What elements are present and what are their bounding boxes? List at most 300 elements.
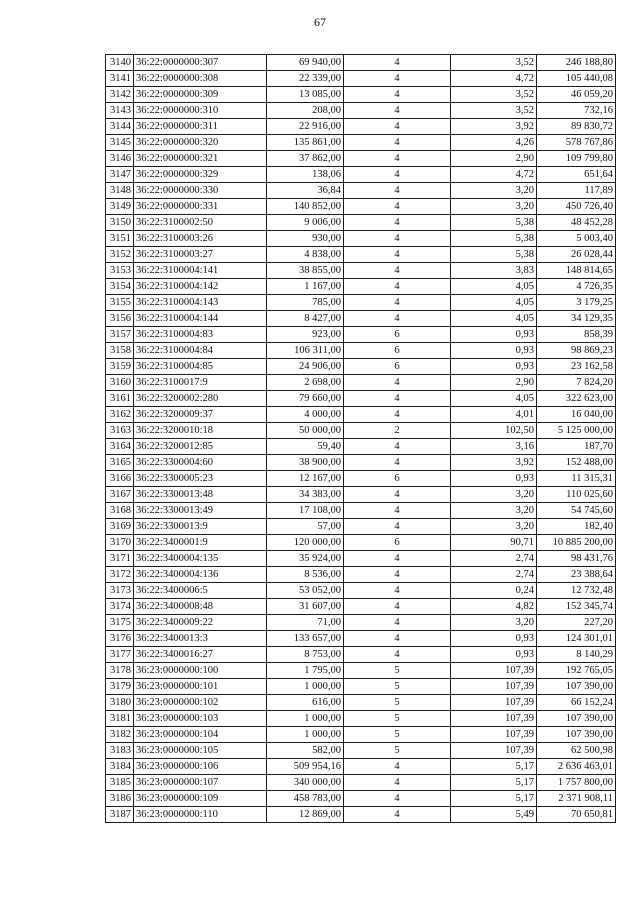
category-cell: 4	[344, 279, 451, 295]
table-row	[106, 711, 616, 727]
table-row	[106, 407, 616, 423]
area-cell: 31 607,00	[267, 599, 344, 615]
cadastral-number-cell: 36:22:3300004:60	[134, 455, 267, 471]
table-row	[106, 519, 616, 535]
area-cell: 13 085,00	[267, 87, 344, 103]
area-cell: 340 000,00	[267, 775, 344, 791]
table-row	[106, 183, 616, 199]
cadastral-number-cell: 36:22:3400008:48	[134, 599, 267, 615]
area-cell: 1 000,00	[267, 679, 344, 695]
value-cell: 450 726,40	[537, 199, 616, 215]
cadastral-number-cell: 36:22:3300013:48	[134, 487, 267, 503]
row-number-cell: 3161	[106, 391, 134, 407]
category-cell: 4	[344, 183, 451, 199]
row-number-cell: 3166	[106, 471, 134, 487]
table-row	[106, 807, 616, 823]
row-number-cell: 3154	[106, 279, 134, 295]
category-cell: 4	[344, 519, 451, 535]
area-cell: 69 940,00	[267, 55, 344, 71]
area-cell: 57,00	[267, 519, 344, 535]
rate-cell: 5,49	[451, 807, 537, 823]
cadastral-number-cell: 36:22:0000000:321	[134, 151, 267, 167]
category-cell: 4	[344, 759, 451, 775]
category-cell: 4	[344, 599, 451, 615]
category-cell: 4	[344, 87, 451, 103]
area-cell: 36,84	[267, 183, 344, 199]
rate-cell: 5,17	[451, 791, 537, 807]
rate-cell: 90,71	[451, 535, 537, 551]
value-cell: 26 028,44	[537, 247, 616, 263]
value-cell: 322 623,00	[537, 391, 616, 407]
row-number-cell: 3148	[106, 183, 134, 199]
area-cell: 120 000,00	[267, 535, 344, 551]
row-number-cell: 3180	[106, 695, 134, 711]
value-cell: 62 500,98	[537, 743, 616, 759]
category-cell: 5	[344, 727, 451, 743]
category-cell: 4	[344, 247, 451, 263]
area-cell: 106 311,00	[267, 343, 344, 359]
row-number-cell: 3155	[106, 295, 134, 311]
area-cell: 79 660,00	[267, 391, 344, 407]
value-cell: 2 636 463,01	[537, 759, 616, 775]
category-cell: 4	[344, 199, 451, 215]
cadastral-number-cell: 36:23:0000000:107	[134, 775, 267, 791]
cadastral-number-cell: 36:22:3400013:3	[134, 631, 267, 647]
area-cell: 8 753,00	[267, 647, 344, 663]
rate-cell: 4,01	[451, 407, 537, 423]
category-cell: 4	[344, 263, 451, 279]
category-cell: 4	[344, 71, 451, 87]
row-number-cell: 3170	[106, 535, 134, 551]
rate-cell: 3,92	[451, 455, 537, 471]
table-row	[106, 231, 616, 247]
area-cell: 12 869,00	[267, 807, 344, 823]
rate-cell: 3,52	[451, 103, 537, 119]
cadastral-number-cell: 36:22:3300013:9	[134, 519, 267, 535]
cadastral-number-cell: 36:22:3100017:9	[134, 375, 267, 391]
cadastral-number-cell: 36:22:3100004:143	[134, 295, 267, 311]
value-cell: 34 129,35	[537, 311, 616, 327]
value-cell: 70 650,81	[537, 807, 616, 823]
cadastral-number-cell: 36:22:0000000:309	[134, 87, 267, 103]
category-cell: 4	[344, 407, 451, 423]
value-cell: 192 765,05	[537, 663, 616, 679]
table-row	[106, 759, 616, 775]
row-number-cell: 3172	[106, 567, 134, 583]
table-row	[106, 135, 616, 151]
table-body	[106, 55, 616, 823]
row-number-cell: 3156	[106, 311, 134, 327]
value-cell: 148 814,65	[537, 263, 616, 279]
row-number-cell: 3169	[106, 519, 134, 535]
rate-cell: 107,39	[451, 679, 537, 695]
table-row	[106, 743, 616, 759]
value-cell: 98 431,76	[537, 551, 616, 567]
category-cell: 5	[344, 663, 451, 679]
table-row	[106, 487, 616, 503]
cadastral-number-cell: 36:23:0000000:104	[134, 727, 267, 743]
row-number-cell: 3187	[106, 807, 134, 823]
value-cell: 10 885 200,00	[537, 535, 616, 551]
area-cell: 923,00	[267, 327, 344, 343]
table-row	[106, 327, 616, 343]
cadastral-number-cell: 36:23:0000000:105	[134, 743, 267, 759]
category-cell: 4	[344, 551, 451, 567]
rate-cell: 107,39	[451, 743, 537, 759]
cadastral-number-cell: 36:22:3200009:37	[134, 407, 267, 423]
table-row	[106, 279, 616, 295]
rate-cell: 3,92	[451, 119, 537, 135]
category-cell: 2	[344, 423, 451, 439]
row-number-cell: 3167	[106, 487, 134, 503]
rate-cell: 107,39	[451, 727, 537, 743]
cadastral-number-cell: 36:22:3100003:27	[134, 247, 267, 263]
rate-cell: 2,74	[451, 567, 537, 583]
category-cell: 4	[344, 807, 451, 823]
category-cell: 5	[344, 679, 451, 695]
area-cell: 59,40	[267, 439, 344, 455]
cadastral-number-cell: 36:22:3400001:9	[134, 535, 267, 551]
table-row	[106, 311, 616, 327]
value-cell: 5 125 000,00	[537, 423, 616, 439]
category-cell: 4	[344, 567, 451, 583]
row-number-cell: 3157	[106, 327, 134, 343]
value-cell: 23 162,58	[537, 359, 616, 375]
value-cell: 651,64	[537, 167, 616, 183]
row-number-cell: 3151	[106, 231, 134, 247]
row-number-cell: 3168	[106, 503, 134, 519]
row-number-cell: 3185	[106, 775, 134, 791]
cadastral-number-cell: 36:22:3100002:50	[134, 215, 267, 231]
area-cell: 71,00	[267, 615, 344, 631]
area-cell: 34 383,00	[267, 487, 344, 503]
category-cell: 4	[344, 151, 451, 167]
rate-cell: 4,72	[451, 71, 537, 87]
value-cell: 5 003,40	[537, 231, 616, 247]
cadastral-number-cell: 36:22:0000000:307	[134, 55, 267, 71]
area-cell: 1 795,00	[267, 663, 344, 679]
table-row	[106, 119, 616, 135]
cadastral-number-cell: 36:22:3400006:5	[134, 583, 267, 599]
rate-cell: 3,20	[451, 183, 537, 199]
cadastral-number-cell: 36:22:3100004:83	[134, 327, 267, 343]
cadastral-number-cell: 36:22:3400004:136	[134, 567, 267, 583]
category-cell: 6	[344, 471, 451, 487]
rate-cell: 0,93	[451, 327, 537, 343]
value-cell: 16 040,00	[537, 407, 616, 423]
table-row	[106, 439, 616, 455]
category-cell: 4	[344, 647, 451, 663]
category-cell: 4	[344, 55, 451, 71]
cadastral-number-cell: 36:22:3200010:18	[134, 423, 267, 439]
area-cell: 1 167,00	[267, 279, 344, 295]
category-cell: 4	[344, 455, 451, 471]
category-cell: 4	[344, 103, 451, 119]
row-number-cell: 3152	[106, 247, 134, 263]
area-cell: 38 855,00	[267, 263, 344, 279]
table-row	[106, 455, 616, 471]
category-cell: 4	[344, 487, 451, 503]
area-cell: 785,00	[267, 295, 344, 311]
rate-cell: 107,39	[451, 711, 537, 727]
category-cell: 4	[344, 167, 451, 183]
area-cell: 17 108,00	[267, 503, 344, 519]
cadastral-number-cell: 36:22:3100004:85	[134, 359, 267, 375]
area-cell: 133 657,00	[267, 631, 344, 647]
area-cell: 22 916,00	[267, 119, 344, 135]
value-cell: 117,89	[537, 183, 616, 199]
value-cell: 48 452,28	[537, 215, 616, 231]
rate-cell: 2,74	[451, 551, 537, 567]
table-row	[106, 791, 616, 807]
category-cell: 4	[344, 135, 451, 151]
cadastral-number-cell: 36:22:0000000:320	[134, 135, 267, 151]
value-cell: 109 799,80	[537, 151, 616, 167]
row-number-cell: 3163	[106, 423, 134, 439]
area-cell: 24 906,00	[267, 359, 344, 375]
row-number-cell: 3140	[106, 55, 134, 71]
row-number-cell: 3179	[106, 679, 134, 695]
area-cell: 8 427,00	[267, 311, 344, 327]
table-row	[106, 551, 616, 567]
area-cell: 208,00	[267, 103, 344, 119]
table-row	[106, 423, 616, 439]
value-cell: 152 345,74	[537, 599, 616, 615]
table-row	[106, 599, 616, 615]
table-row	[106, 215, 616, 231]
rate-cell: 0,93	[451, 647, 537, 663]
cadastral-number-cell: 36:23:0000000:102	[134, 695, 267, 711]
table-row	[106, 295, 616, 311]
area-cell: 138,06	[267, 167, 344, 183]
value-cell: 54 745,60	[537, 503, 616, 519]
row-number-cell: 3173	[106, 583, 134, 599]
value-cell: 732,16	[537, 103, 616, 119]
value-cell: 578 767,86	[537, 135, 616, 151]
row-number-cell: 3153	[106, 263, 134, 279]
rate-cell: 4,26	[451, 135, 537, 151]
area-cell: 582,00	[267, 743, 344, 759]
rate-cell: 4,82	[451, 599, 537, 615]
category-cell: 4	[344, 439, 451, 455]
rate-cell: 3,20	[451, 487, 537, 503]
row-number-cell: 3141	[106, 71, 134, 87]
row-number-cell: 3186	[106, 791, 134, 807]
area-cell: 53 052,00	[267, 583, 344, 599]
table-row	[106, 503, 616, 519]
area-cell: 8 536,00	[267, 567, 344, 583]
cadastral-number-cell: 36:22:3100004:144	[134, 311, 267, 327]
row-number-cell: 3150	[106, 215, 134, 231]
table-row	[106, 247, 616, 263]
table-row	[106, 647, 616, 663]
row-number-cell: 3144	[106, 119, 134, 135]
value-cell: 89 830,72	[537, 119, 616, 135]
row-number-cell: 3174	[106, 599, 134, 615]
table-row	[106, 55, 616, 71]
rate-cell: 2,90	[451, 151, 537, 167]
table-row	[106, 727, 616, 743]
value-cell: 1 757 800,00	[537, 775, 616, 791]
area-cell: 12 167,00	[267, 471, 344, 487]
table-row	[106, 567, 616, 583]
area-cell: 930,00	[267, 231, 344, 247]
table-row	[106, 535, 616, 551]
rate-cell: 5,38	[451, 247, 537, 263]
cadastral-number-cell: 36:22:3400016:27	[134, 647, 267, 663]
category-cell: 6	[344, 327, 451, 343]
land-parcel-table	[105, 54, 616, 823]
value-cell: 98 869,23	[537, 343, 616, 359]
category-cell: 6	[344, 343, 451, 359]
cadastral-number-cell: 36:22:0000000:330	[134, 183, 267, 199]
area-cell: 35 924,00	[267, 551, 344, 567]
value-cell: 3 179,25	[537, 295, 616, 311]
category-cell: 4	[344, 791, 451, 807]
table-row	[106, 71, 616, 87]
rate-cell: 3,20	[451, 519, 537, 535]
row-number-cell: 3146	[106, 151, 134, 167]
category-cell: 4	[344, 775, 451, 791]
cadastral-number-cell: 36:22:3200002:280	[134, 391, 267, 407]
rate-cell: 102,50	[451, 423, 537, 439]
area-cell: 4 838,00	[267, 247, 344, 263]
category-cell: 5	[344, 711, 451, 727]
rate-cell: 5,38	[451, 215, 537, 231]
value-cell: 152 488,00	[537, 455, 616, 471]
cadastral-number-cell: 36:23:0000000:106	[134, 759, 267, 775]
category-cell: 6	[344, 359, 451, 375]
value-cell: 107 390,00	[537, 679, 616, 695]
rate-cell: 3,16	[451, 439, 537, 455]
value-cell: 105 440,08	[537, 71, 616, 87]
row-number-cell: 3162	[106, 407, 134, 423]
value-cell: 66 152,24	[537, 695, 616, 711]
value-cell: 2 371 908,11	[537, 791, 616, 807]
value-cell: 246 188,80	[537, 55, 616, 71]
category-cell: 4	[344, 215, 451, 231]
table-row	[106, 695, 616, 711]
rate-cell: 0,93	[451, 359, 537, 375]
row-number-cell: 3147	[106, 167, 134, 183]
category-cell: 4	[344, 311, 451, 327]
rate-cell: 2,90	[451, 375, 537, 391]
row-number-cell: 3143	[106, 103, 134, 119]
cadastral-number-cell: 36:22:0000000:311	[134, 119, 267, 135]
row-number-cell: 3171	[106, 551, 134, 567]
value-cell: 124 301,01	[537, 631, 616, 647]
value-cell: 858,39	[537, 327, 616, 343]
rate-cell: 3,20	[451, 503, 537, 519]
table-row	[106, 151, 616, 167]
row-number-cell: 3182	[106, 727, 134, 743]
rate-cell: 3,20	[451, 199, 537, 215]
value-cell: 4 726,35	[537, 279, 616, 295]
table-row	[106, 391, 616, 407]
table-row	[106, 615, 616, 631]
area-cell: 37 862,00	[267, 151, 344, 167]
area-cell: 140 852,00	[267, 199, 344, 215]
table-row	[106, 471, 616, 487]
category-cell: 5	[344, 695, 451, 711]
cadastral-number-cell: 36:22:3100004:141	[134, 263, 267, 279]
table-row	[106, 199, 616, 215]
area-cell: 2 698,00	[267, 375, 344, 391]
row-number-cell: 3184	[106, 759, 134, 775]
area-cell: 509 954,16	[267, 759, 344, 775]
row-number-cell: 3165	[106, 455, 134, 471]
row-number-cell: 3175	[106, 615, 134, 631]
value-cell: 11 315,31	[537, 471, 616, 487]
cadastral-number-cell: 36:22:3100003:26	[134, 231, 267, 247]
table-row	[106, 359, 616, 375]
cadastral-number-cell: 36:23:0000000:100	[134, 663, 267, 679]
category-cell: 4	[344, 583, 451, 599]
category-cell: 4	[344, 295, 451, 311]
table-row	[106, 343, 616, 359]
value-cell: 7 824,20	[537, 375, 616, 391]
cadastral-number-cell: 36:23:0000000:101	[134, 679, 267, 695]
row-number-cell: 3183	[106, 743, 134, 759]
rate-cell: 4,05	[451, 279, 537, 295]
rate-cell: 5,38	[451, 231, 537, 247]
area-cell: 1 000,00	[267, 711, 344, 727]
rate-cell: 3,83	[451, 263, 537, 279]
value-cell: 227,20	[537, 615, 616, 631]
cadastral-number-cell: 36:22:3300005:23	[134, 471, 267, 487]
table-row	[106, 103, 616, 119]
rate-cell: 5,17	[451, 775, 537, 791]
cadastral-number-cell: 36:22:3400009:22	[134, 615, 267, 631]
rate-cell: 5,17	[451, 759, 537, 775]
value-cell: 187,70	[537, 439, 616, 455]
row-number-cell: 3159	[106, 359, 134, 375]
table-row	[106, 775, 616, 791]
category-cell: 4	[344, 231, 451, 247]
value-cell: 107 390,00	[537, 727, 616, 743]
page-number: 67	[314, 15, 326, 29]
value-cell: 107 390,00	[537, 711, 616, 727]
rate-cell: 3,52	[451, 87, 537, 103]
row-number-cell: 3160	[106, 375, 134, 391]
cadastral-number-cell: 36:22:0000000:329	[134, 167, 267, 183]
cadastral-number-cell: 36:22:3200012:85	[134, 439, 267, 455]
category-cell: 4	[344, 615, 451, 631]
table-row	[106, 663, 616, 679]
rate-cell: 4,72	[451, 167, 537, 183]
table-row	[106, 375, 616, 391]
row-number-cell: 3142	[106, 87, 134, 103]
row-number-cell: 3178	[106, 663, 134, 679]
value-cell: 23 388,64	[537, 567, 616, 583]
table-row	[106, 583, 616, 599]
area-cell: 38 900,00	[267, 455, 344, 471]
area-cell: 1 000,00	[267, 727, 344, 743]
value-cell: 110 025,60	[537, 487, 616, 503]
rate-cell: 3,52	[451, 55, 537, 71]
row-number-cell: 3181	[106, 711, 134, 727]
row-number-cell: 3164	[106, 439, 134, 455]
value-cell: 182,40	[537, 519, 616, 535]
table-row	[106, 679, 616, 695]
rate-cell: 107,39	[451, 663, 537, 679]
cadastral-number-cell: 36:22:3100004:84	[134, 343, 267, 359]
category-cell: 6	[344, 535, 451, 551]
cadastral-number-cell: 36:22:0000000:310	[134, 103, 267, 119]
rate-cell: 0,93	[451, 631, 537, 647]
row-number-cell: 3149	[106, 199, 134, 215]
category-cell: 5	[344, 743, 451, 759]
